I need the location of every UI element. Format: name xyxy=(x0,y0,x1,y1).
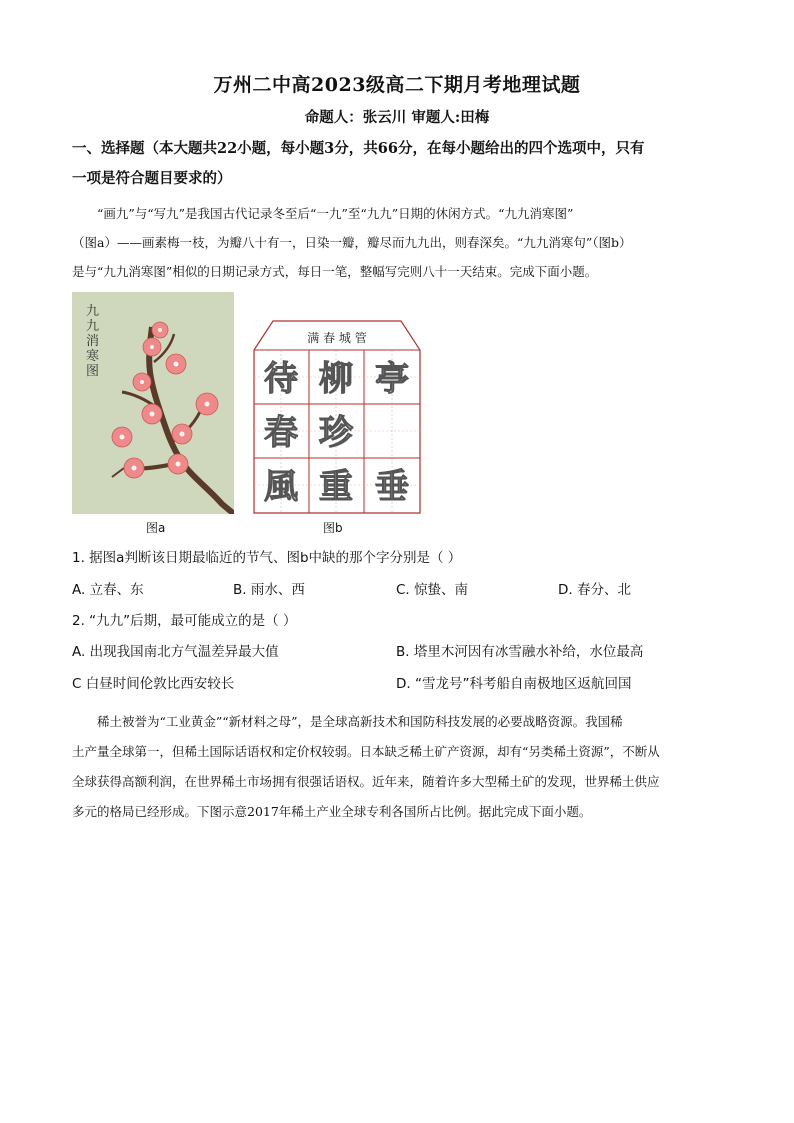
twig xyxy=(112,468,124,477)
figure-b-character-grid xyxy=(253,320,421,518)
grid-cell: 風 xyxy=(264,467,298,507)
q2-option-b[interactable]: B. 塔里木河因有冰雪融水补给，水位最高 xyxy=(396,644,644,660)
q1-option-d[interactable]: D. 春分、北 xyxy=(558,582,631,598)
section-heading xyxy=(72,134,724,194)
passage-2-line: 全球获得高额利润，在世界稀土市场拥有很强话语权。近年来，随着许多大型稀土矿的发现，世界稀土供应 xyxy=(72,774,660,789)
blossoms xyxy=(112,322,218,478)
section-heading-line-2: 一项是符合题目要求的） xyxy=(72,170,232,187)
grid-cell: 春 xyxy=(264,413,298,453)
grid-cell: 重 xyxy=(319,467,353,507)
passage-2-line: 土产量全球第一，但稀土国际话语权和定价权较弱。日本缺乏稀土矿产资源，却有“另类稀土资源”，不断从 xyxy=(72,744,660,759)
figure-a-caption: 图a xyxy=(146,521,166,535)
passage-1-line: “画九”与“写九”是我国古代记录冬至后“一九”至“九九”日期的休闲方式。“九九消寒图” xyxy=(97,206,574,221)
section-heading-line-1: 一、选择题（本大题共22小题，每小题3分，共66分，在每小题给出的四个选项中，只有 xyxy=(72,140,645,157)
passage-2-line: 稀土被誉为“工业黄金”“新材料之母”，是全球高新技术和国防科技发展的必要战略资源。我国稀 xyxy=(97,714,623,729)
q1-option-a[interactable]: A. 立春、东 xyxy=(72,582,144,598)
q2-option-c[interactable]: C 白昼时间伦敦比西安较长 xyxy=(72,676,235,692)
q2-option-a[interactable]: A. 出现我国南北方气温差异最大值 xyxy=(72,644,279,660)
passage-2 xyxy=(72,707,724,827)
grid-header: 满 春 城 管 xyxy=(307,331,367,345)
figure-a-vertical-title: 九 九 消 寒 图 xyxy=(86,304,100,379)
grid-cell: 柳 xyxy=(319,359,353,399)
question-1-stem: 1. 据图a判断该日期最临近的节气、图b中缺的那个字分别是（ ） xyxy=(72,550,462,566)
q1-option-c[interactable]: C. 惊蛰、南 xyxy=(396,582,469,598)
page-title: 万州二中高2023级高二下期月考地理试题 xyxy=(213,74,581,96)
passage-1-line: （图a）——画素梅一枝，为瓣八十有一，日染一瓣，瓣尽而九九出，则春深矣。“九九消寒句”（图b） xyxy=(72,235,632,250)
q1-option-b[interactable]: B. 雨水、西 xyxy=(233,582,305,598)
passage-2-line: 多元的格局已经形成。下图示意2017年稀土产业全球专利各国所占比例。据此完成下面小题。 xyxy=(72,804,592,819)
grid-cell: 待 xyxy=(264,359,298,399)
q2-option-d[interactable]: D. “雪龙号”科考船自南极地区返航回国 xyxy=(396,676,632,692)
figure-b-caption: 图b xyxy=(323,521,343,535)
grid-cell: 垂 xyxy=(375,467,409,507)
character-grid-drawing xyxy=(253,320,421,514)
figure-a-plum-blossom xyxy=(72,292,234,514)
grid-cell: 亭 xyxy=(375,359,409,399)
question-2-stem: 2. “九九”后期，最可能成立的是（ ） xyxy=(72,613,297,629)
grid-cell: 珍 xyxy=(319,413,353,453)
blossom-centers xyxy=(120,328,210,471)
passage-1-line: 是与“九九消寒图”相似的日期记录方式，每日一笔，整幅写完则八十一天结束。完成下面小题。 xyxy=(72,264,598,279)
passage-1 xyxy=(72,199,724,286)
plum-branch-drawing xyxy=(72,292,234,514)
author-line: 命题人：张云川 审题人:田梅 xyxy=(304,109,490,126)
